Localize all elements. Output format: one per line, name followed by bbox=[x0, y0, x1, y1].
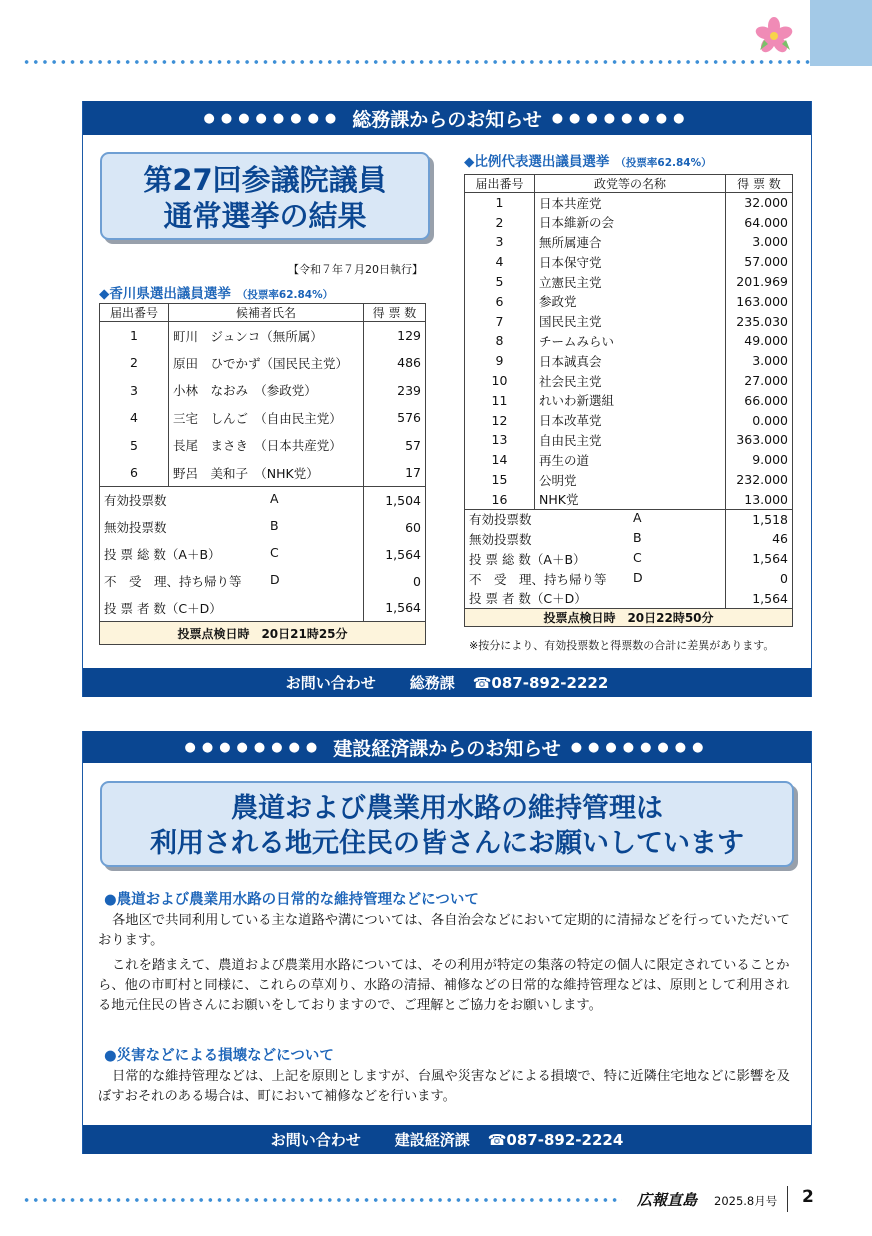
cell-name: 野呂 美和子 （NHK党） bbox=[169, 459, 364, 487]
table-row bbox=[100, 322, 426, 350]
cell-votes: 3.000 bbox=[726, 351, 793, 371]
cell-no: 6 bbox=[100, 459, 169, 487]
summary-key: D bbox=[633, 569, 643, 585]
cell-name: 社会民主党 bbox=[535, 371, 726, 391]
cell-name: れいわ新選組 bbox=[535, 390, 726, 410]
cell-no: 5 bbox=[465, 272, 535, 292]
pr-table bbox=[464, 174, 793, 627]
headline-line1: 農道および農業用水路の維持管理は bbox=[231, 793, 663, 824]
summary-value: 1,564 bbox=[726, 588, 793, 608]
table-row bbox=[465, 331, 793, 351]
summary-row bbox=[465, 569, 793, 589]
cell-name: 原田 ひでかず（国民民主党） bbox=[169, 349, 364, 377]
contact-phone[interactable]: ☎087-892-2224 bbox=[487, 1130, 624, 1149]
cell-no: 15 bbox=[465, 470, 535, 490]
disaster-heading: ●災害などによる損壊などについて bbox=[104, 1048, 334, 1064]
table-row bbox=[465, 489, 793, 509]
summary-label: 無効投票数 bbox=[469, 531, 532, 547]
summary-label-cell bbox=[465, 509, 726, 529]
cell-name: 日本維新の会 bbox=[535, 212, 726, 232]
table-row bbox=[465, 291, 793, 311]
table-row bbox=[465, 212, 793, 232]
cell-no: 16 bbox=[465, 489, 535, 509]
paragraph: 各地区で共同利用している主な道路や溝については、各自治会などにおいて定期的に清掃などを行っていただいております。 bbox=[98, 913, 790, 948]
cell-no: 2 bbox=[100, 349, 169, 377]
section-header: ●●●●●●●● 建設経済課からのお知らせ ●●●●●●●● bbox=[83, 731, 811, 763]
cell-votes: 32.000 bbox=[726, 193, 793, 213]
contact-label: お問い合わせ bbox=[270, 1131, 361, 1149]
cell-votes: 201.969 bbox=[726, 272, 793, 292]
cell-votes: 3.000 bbox=[726, 232, 793, 252]
cell-name: 日本共産党 bbox=[535, 193, 726, 213]
summary-row bbox=[100, 514, 426, 541]
table-row bbox=[465, 390, 793, 410]
kagawa-table bbox=[99, 303, 426, 645]
summary-label-cell bbox=[465, 529, 726, 549]
summary-label: 不 受 理、持ち帰り等 bbox=[104, 574, 242, 589]
pr-footer: 投票点検日時 20日22時50分 bbox=[465, 608, 793, 626]
kagawa-footer: 投票点検日時 20日21時25分 bbox=[100, 622, 426, 645]
summary-label: 投 票 者 数（C＋D） bbox=[469, 591, 587, 607]
summary-row bbox=[465, 549, 793, 569]
summary-value: 1,504 bbox=[364, 487, 426, 514]
notice-title-box bbox=[100, 781, 794, 867]
cell-votes: 232.000 bbox=[726, 470, 793, 490]
summary-row bbox=[100, 595, 426, 622]
cell-votes: 13.000 bbox=[726, 489, 793, 509]
summary-key: B bbox=[270, 518, 279, 533]
cell-name: 町川 ジュンコ（無所属） bbox=[169, 322, 364, 350]
cell-no: 3 bbox=[465, 232, 535, 252]
cell-votes: 17 bbox=[364, 459, 426, 487]
summary-key: A bbox=[270, 491, 279, 507]
section-title: 総務課からのお知らせ bbox=[352, 108, 542, 131]
contact-dept: 総務課 bbox=[409, 674, 455, 692]
cell-no: 11 bbox=[465, 390, 535, 410]
summary-value: 60 bbox=[364, 514, 426, 541]
kagawa-heading: ◆香川県選出議員選挙 （投票率62.84%） bbox=[99, 286, 334, 302]
cell-votes: 0.000 bbox=[726, 410, 793, 430]
page-number: 2 bbox=[802, 1187, 814, 1207]
cell-no: 14 bbox=[465, 450, 535, 470]
issue-label: 2025.8月号 bbox=[714, 1194, 778, 1208]
cell-name: 小林 なおみ （参政党） bbox=[169, 377, 364, 405]
table-row bbox=[465, 410, 793, 430]
table-row bbox=[465, 232, 793, 252]
summary-key: B bbox=[633, 529, 642, 545]
summary-label-cell bbox=[100, 514, 364, 541]
contact-bar bbox=[83, 1125, 811, 1154]
summary-value: 1,564 bbox=[364, 595, 426, 622]
cell-votes: 363.000 bbox=[726, 430, 793, 450]
footer-divider bbox=[787, 1186, 788, 1212]
section-title: 建設経済課からのお知らせ bbox=[333, 737, 561, 760]
cell-no: 8 bbox=[465, 331, 535, 351]
cell-no: 5 bbox=[100, 432, 169, 460]
cell-name: 日本保守党 bbox=[535, 252, 726, 272]
section-header: ●●●●●●●● 総務課からのお知らせ ●●●●●●●● bbox=[83, 101, 811, 135]
election-title-box bbox=[100, 152, 430, 240]
cell-no: 4 bbox=[100, 404, 169, 432]
summary-row bbox=[100, 487, 426, 514]
cell-votes: 163.000 bbox=[726, 291, 793, 311]
cell-name: 三宅 しんご （自由民主党） bbox=[169, 404, 364, 432]
cell-no: 1 bbox=[100, 322, 169, 350]
col-header: 得 票 数 bbox=[726, 175, 793, 193]
col-header: 得 票 数 bbox=[364, 304, 426, 322]
corner-tab bbox=[810, 0, 872, 66]
summary-label-cell bbox=[465, 569, 726, 589]
summary-label: 投 票 者 数（C＋D） bbox=[104, 600, 222, 616]
cell-no: 10 bbox=[465, 371, 535, 391]
pr-note: ※按分により、有効投票数と得票数の合計に差異があります。 bbox=[469, 639, 775, 652]
cell-votes: 129 bbox=[364, 322, 426, 350]
summary-label-cell bbox=[465, 588, 726, 608]
table-row bbox=[465, 351, 793, 371]
headline-line2: 通常選挙の結果 bbox=[163, 199, 367, 233]
cell-name: 自由民主党 bbox=[535, 430, 726, 450]
summary-row bbox=[100, 568, 426, 595]
maintenance-heading: ●農道および農業用水路の日常的な維持管理などについて bbox=[104, 892, 479, 908]
cell-votes: 9.000 bbox=[726, 450, 793, 470]
summary-key: C bbox=[270, 545, 279, 560]
summary-label: 投 票 総 数（A＋B） bbox=[104, 547, 221, 562]
contact-label: お問い合わせ bbox=[285, 674, 376, 692]
cell-votes: 57.000 bbox=[726, 252, 793, 272]
table-row bbox=[465, 311, 793, 331]
summary-label-cell bbox=[100, 487, 364, 514]
summary-value: 46 bbox=[726, 529, 793, 549]
cell-name: 立憲民主党 bbox=[535, 272, 726, 292]
cell-no: 1 bbox=[465, 193, 535, 213]
paragraph: 日常的な維持管理などは、上記を原則としますが、台風や災害などによる損壊で、特に近隣住宅地などに影響を及ぼすおそれのある場合は、町において補修などを行います。 bbox=[98, 1069, 790, 1104]
cell-name: 参政党 bbox=[535, 291, 726, 311]
cell-votes: 239 bbox=[364, 377, 426, 405]
table-row bbox=[465, 193, 793, 213]
cell-votes: 66.000 bbox=[726, 390, 793, 410]
table-row bbox=[465, 252, 793, 272]
paragraph: これを踏まえて、農道および農業用水路については、その利用が特定の集落の特定の個人に限定されていることから、他の市町村と同様に、これらの草刈り、水路の清掃、補修などの日常的な維持管理などは、原則として利用される地元住民の皆さんにお願いをしておりますので、ご理解とご協力をお願いします。 bbox=[98, 958, 790, 1013]
table-row bbox=[465, 450, 793, 470]
summary-value: 1,518 bbox=[726, 509, 793, 529]
cell-name: 日本改革党 bbox=[535, 410, 726, 430]
cell-votes: 576 bbox=[364, 404, 426, 432]
summary-row bbox=[465, 529, 793, 549]
contact-bar bbox=[83, 668, 811, 697]
cell-name: 長尾 まさき （日本共産党） bbox=[169, 432, 364, 460]
summary-label: 不 受 理、持ち帰り等 bbox=[469, 571, 607, 587]
summary-row bbox=[465, 588, 793, 608]
cell-no: 13 bbox=[465, 430, 535, 450]
summary-label-cell bbox=[100, 541, 364, 568]
cell-name: 公明党 bbox=[535, 470, 726, 490]
summary-key: C bbox=[633, 549, 642, 565]
publication-logo: 広報直島 bbox=[637, 1191, 698, 1209]
summary-label: 無効投票数 bbox=[104, 520, 167, 535]
table-row bbox=[100, 404, 426, 432]
cherry-blossom-icon bbox=[752, 12, 798, 54]
cell-name: 再生の道 bbox=[535, 450, 726, 470]
summary-row bbox=[100, 541, 426, 568]
cell-no: 4 bbox=[465, 252, 535, 272]
table-row bbox=[465, 272, 793, 292]
cell-no: 9 bbox=[465, 351, 535, 371]
summary-key: D bbox=[270, 572, 280, 587]
cell-votes: 486 bbox=[364, 349, 426, 377]
table-row bbox=[465, 430, 793, 450]
cell-no: 2 bbox=[465, 212, 535, 232]
table-row bbox=[465, 470, 793, 490]
headline-line1: 第27回参議院議員 bbox=[143, 163, 387, 197]
headline-line2: 利用される地元住民の皆さんにお願いしています bbox=[150, 828, 744, 859]
col-header: 政党等の名称 bbox=[535, 175, 726, 193]
table-row bbox=[100, 349, 426, 377]
cell-no: 3 bbox=[100, 377, 169, 405]
top-dotted-rule bbox=[22, 60, 812, 64]
cell-votes: 64.000 bbox=[726, 212, 793, 232]
summary-label: 投 票 総 数（A＋B） bbox=[469, 551, 586, 567]
col-header: 届出番号 bbox=[465, 175, 535, 193]
summary-value: 1,564 bbox=[726, 549, 793, 569]
summary-label: 有効投票数 bbox=[104, 493, 167, 509]
cell-name: 無所属連合 bbox=[535, 232, 726, 252]
table-row bbox=[100, 377, 426, 405]
table-row bbox=[100, 432, 426, 460]
summary-key: A bbox=[633, 510, 642, 526]
cell-name: 国民民主党 bbox=[535, 311, 726, 331]
cell-no: 12 bbox=[465, 410, 535, 430]
cell-name: 日本誠真会 bbox=[535, 351, 726, 371]
cell-no: 7 bbox=[465, 311, 535, 331]
table-row bbox=[465, 371, 793, 391]
cell-no: 6 bbox=[465, 291, 535, 311]
bottom-dotted-rule bbox=[22, 1198, 622, 1202]
contact-dept: 建設経済課 bbox=[394, 1131, 470, 1149]
table-row bbox=[100, 459, 426, 487]
summary-value: 0 bbox=[364, 568, 426, 595]
election-date: 【令和７年７月20日執行】 bbox=[288, 263, 423, 276]
cell-name: チームみらい bbox=[535, 331, 726, 351]
summary-label: 有効投票数 bbox=[469, 512, 532, 528]
summary-row bbox=[465, 509, 793, 529]
cell-name: NHK党 bbox=[535, 489, 726, 509]
pr-heading: ◆比例代表選出議員選挙 （投票率62.84%） bbox=[464, 154, 712, 170]
cell-votes: 49.000 bbox=[726, 331, 793, 351]
summary-label-cell bbox=[100, 568, 364, 595]
cell-votes: 27.000 bbox=[726, 371, 793, 391]
general-affairs-panel bbox=[82, 101, 812, 697]
summary-value: 0 bbox=[726, 569, 793, 589]
contact-phone[interactable]: ☎087-892-2222 bbox=[472, 673, 609, 692]
summary-label-cell bbox=[465, 549, 726, 569]
cell-votes: 235.030 bbox=[726, 311, 793, 331]
summary-value: 1,564 bbox=[364, 541, 426, 568]
cell-votes: 57 bbox=[364, 432, 426, 460]
summary-label-cell bbox=[100, 595, 364, 622]
col-header: 届出番号 bbox=[100, 304, 169, 322]
col-header: 候補者氏名 bbox=[169, 304, 364, 322]
